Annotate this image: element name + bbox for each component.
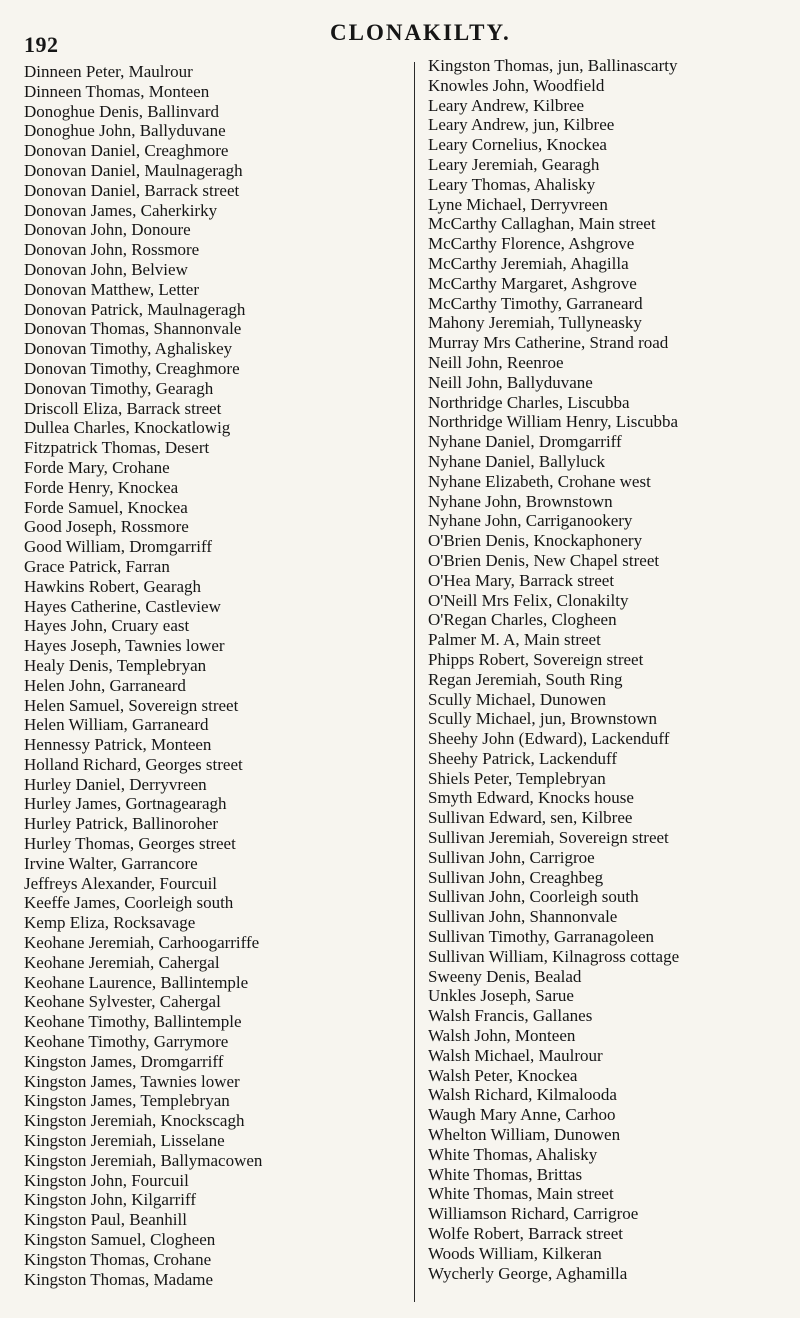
directory-entry: Forde Henry, Knockea (24, 477, 179, 497)
directory-entry: Murray Mrs Catherine, Strand road (428, 333, 669, 353)
directory-entry: Donovan Daniel, Barrack street (24, 180, 240, 200)
directory-entry: Wolfe Robert, Barrack street (428, 1224, 623, 1244)
directory-column-left (24, 62, 404, 1289)
directory-entry: Hurley Thomas, Georges street (24, 834, 236, 854)
page-header (0, 14, 800, 57)
directory-entry: Donovan Matthew, Letter (24, 279, 199, 299)
directory-entry: Healy Denis, Templebryan (24, 655, 207, 675)
directory-entry: Grace Patrick, Farran (24, 556, 170, 576)
directory-entry: Donovan John, Donoure (24, 220, 191, 240)
directory-entry: Donoghue John, Ballyduvane (24, 121, 226, 141)
page-title: CLONAKILTY. (330, 20, 511, 45)
directory-entry: Kingston Thomas, Madame (24, 1269, 214, 1289)
directory-entry: Nyhane John, Carriganookery (428, 511, 633, 531)
directory-entry: McCarthy Jeremiah, Ahagilla (428, 253, 629, 273)
directory-entry: Keohane Timothy, Garrymore (24, 1032, 229, 1052)
directory-entry: Dinneen Peter, Maulrour (24, 62, 193, 81)
directory-entry: Helen William, Garraneard (24, 715, 209, 735)
directory-entry: Hayes Joseph, Tawnies lower (24, 636, 225, 656)
directory-entry: Donoghue Denis, Ballinvard (24, 101, 219, 121)
directory-entry: Scully Michael, Dunowen (428, 689, 606, 709)
directory-entry: Neill John, Ballyduvane (428, 372, 593, 392)
directory-entry: McCarthy Margaret, Ashgrove (428, 273, 637, 293)
directory-entry: Knowles John, Woodfield (428, 75, 605, 95)
directory-entry: Scully Michael, jun, Brownstown (428, 709, 658, 729)
directory-entry: McCarthy Timothy, Garraneard (428, 293, 643, 313)
directory-entry: McCarthy Florence, Ashgrove (428, 234, 635, 254)
directory-entry: Donovan Patrick, Maulnageragh (24, 299, 246, 319)
directory-entry: Kingston John, Kilgarriff (24, 1190, 197, 1210)
directory-entry: Kingston Thomas, Crohane (24, 1249, 212, 1269)
directory-entry: Nyhane John, Brownstown (428, 491, 613, 511)
directory-entry: O'Brien Denis, New Chapel street (428, 550, 660, 570)
directory-entry: Kingston Samuel, Clogheen (24, 1230, 216, 1250)
directory-entry: Good Joseph, Rossmore (24, 517, 189, 537)
directory-entry: Donovan Thomas, Shannonvale (24, 319, 242, 339)
directory-entry: Donovan Daniel, Creaghmore (24, 141, 229, 161)
directory-entry: Kingston James, Templebryan (24, 1091, 230, 1111)
directory-entry: Keohane Laurence, Ballintemple (24, 972, 249, 992)
directory-entry: O'Hea Mary, Barrack street (428, 570, 615, 590)
directory-entry: Palmer M. A, Main street (428, 630, 601, 650)
directory-entry: Walsh John, Monteen (428, 1026, 576, 1046)
directory-entry: Nyhane Elizabeth, Crohane west (428, 471, 651, 491)
directory-entry: Helen John, Garraneard (24, 675, 186, 695)
directory-entry: Donovan John, Rossmore (24, 240, 200, 260)
directory-entry: Shiels Peter, Templebryan (428, 768, 606, 788)
directory-entry: Hurley James, Gortnagearagh (24, 794, 227, 814)
directory-entry: Kingston James, Tawnies lower (24, 1071, 240, 1091)
directory-entry: Mahony Jeremiah, Tullyneasky (428, 313, 642, 333)
directory-entry: Holland Richard, Georges street (24, 754, 243, 774)
directory-entry: O'Brien Denis, Knockaphonery (428, 531, 643, 551)
directory-entry: Sullivan Edward, sen, Kilbree (428, 808, 633, 828)
directory-entry: Leary Andrew, Kilbree (428, 95, 585, 115)
directory-entry: Walsh Michael, Maulrour (428, 1045, 603, 1065)
directory-entry: Hawkins Robert, Gearagh (24, 576, 202, 596)
directory-entry: Leary Jeremiah, Gearagh (428, 154, 600, 174)
directory-entry: Keohane Timothy, Ballintemple (24, 1012, 242, 1032)
directory-entry: O'Regan Charles, Clogheen (428, 610, 617, 630)
directory-entry: Regan Jeremiah, South Ring (428, 669, 623, 689)
directory-entry: Dinneen Thomas, Monteen (24, 81, 210, 101)
directory-entry: Woods William, Kilkeran (428, 1243, 602, 1263)
directory-entry: Walsh Peter, Knockea (428, 1065, 578, 1085)
directory-entry: Smyth Edward, Knocks house (428, 788, 634, 808)
directory-entry: Irvine Walter, Garrancore (24, 853, 198, 873)
directory-entry: Good William, Dromgarriff (24, 537, 213, 557)
directory-entry: White Thomas, Brittas (428, 1164, 583, 1184)
directory-entry: Forde Samuel, Knockea (24, 497, 188, 517)
directory-entry: Sweeny Denis, Bealad (428, 966, 582, 986)
directory-entry: Driscoll Eliza, Barrack street (24, 398, 222, 418)
directory-entry: Sullivan Jeremiah, Sovereign street (428, 828, 669, 848)
directory-entry: Walsh Richard, Kilmalooda (428, 1085, 617, 1105)
directory-entry: Sullivan John, Shannonvale (428, 907, 618, 927)
directory-entry: Neill John, Reenroe (428, 352, 564, 372)
directory-entry: Kingston James, Dromgarriff (24, 1051, 224, 1071)
directory-entry: Hayes John, Cruary east (24, 616, 190, 636)
directory-entry: Hennessy Patrick, Monteen (24, 735, 212, 755)
directory-entry: Northridge Charles, Liscubba (428, 392, 630, 412)
directory-entry: Keohane Jeremiah, Cahergal (24, 952, 220, 972)
directory-entry: Kingston Jeremiah, Ballymacowen (24, 1150, 263, 1170)
directory-entry: Nyhane Daniel, Dromgarriff (428, 432, 622, 452)
column-divider (414, 62, 415, 1302)
directory-entry: Leary Cornelius, Knockea (428, 135, 607, 155)
directory-entry: Kingston Paul, Beanhill (24, 1210, 187, 1230)
directory-entry: Donovan James, Caherkirky (24, 200, 218, 220)
directory-entry: Walsh Francis, Gallanes (428, 1006, 593, 1026)
directory-entry: Nyhane Daniel, Ballyluck (428, 451, 606, 471)
directory-entry: Sullivan William, Kilnagross cottage (428, 946, 680, 966)
directory-entry: Donovan John, Belview (24, 259, 188, 279)
directory-entry: Helen Samuel, Sovereign street (24, 695, 239, 715)
directory-entry: Hayes Catherine, Castleview (24, 596, 221, 616)
directory-entry: Donovan Timothy, Aghaliskey (24, 339, 233, 359)
directory-entry: White Thomas, Main street (428, 1184, 614, 1204)
directory-entry: Dullea Charles, Knockatlowig (24, 418, 231, 438)
directory-entry: Sullivan John, Coorleigh south (428, 887, 639, 907)
directory-entry: Hurley Patrick, Ballinoroher (24, 814, 219, 834)
directory-entry: McCarthy Callaghan, Main street (428, 214, 656, 234)
directory-entry: Lyne Michael, Derryvreen (428, 194, 608, 214)
directory-entry: Leary Andrew, jun, Kilbree (428, 115, 615, 135)
directory-entry: Sullivan John, Creaghbeg (428, 867, 604, 887)
directory-entry: White Thomas, Ahalisky (428, 1144, 598, 1164)
directory-entry: Northridge William Henry, Liscubba (428, 412, 679, 432)
page-number: 192 (24, 32, 59, 57)
directory-entry: Sheehy Patrick, Lackenduff (428, 748, 617, 768)
directory-entry: Forde Mary, Crohane (24, 457, 170, 477)
directory-entry: Hurley Daniel, Derryvreen (24, 774, 207, 794)
directory-entry: Williamson Richard, Carrigroe (428, 1204, 639, 1224)
directory-entry: Kemp Eliza, Rocksavage (24, 913, 196, 933)
directory-entry: Fitzpatrick Thomas, Desert (24, 438, 210, 458)
directory-entry: O'Neill Mrs Felix, Clonakilty (428, 590, 629, 610)
directory-entry: Leary Thomas, Ahalisky (428, 174, 596, 194)
directory-entry: Donovan Timothy, Creaghmore (24, 358, 240, 378)
directory-entry: Keohane Sylvester, Cahergal (24, 992, 221, 1012)
directory-entry: Kingston Thomas, jun, Ballinascarty (428, 56, 678, 75)
directory-entry: Keohane Jeremiah, Carhoogarriffe (24, 933, 260, 953)
directory-entry: Waugh Mary Anne, Carhoo (428, 1105, 616, 1125)
directory-entry: Kingston Jeremiah, Knockscagh (24, 1111, 245, 1131)
directory-entry: Sullivan Timothy, Garranagoleen (428, 927, 655, 947)
directory-entry: Kingston John, Fourcuil (24, 1170, 189, 1190)
directory-entry: Wycherly George, Aghamilla (428, 1263, 628, 1283)
directory-entry: Whelton William, Dunowen (428, 1125, 621, 1145)
directory-entry: Kingston Jeremiah, Lisselane (24, 1131, 225, 1151)
directory-entry: Donovan Daniel, Maulnageragh (24, 160, 243, 180)
directory-entry: Jeffreys Alexander, Fourcuil (24, 873, 218, 893)
directory-entry: Unkles Joseph, Sarue (428, 986, 574, 1006)
directory-entry: Donovan Timothy, Gearagh (24, 378, 214, 398)
directory-entry: Phipps Robert, Sovereign street (428, 649, 644, 669)
directory-column-right (428, 56, 800, 1283)
directory-entry: Sheehy John (Edward), Lackenduff (428, 729, 670, 749)
directory-entry: Sullivan John, Carrigroe (428, 847, 595, 867)
directory-entry: Keeffe James, Coorleigh south (24, 893, 234, 913)
